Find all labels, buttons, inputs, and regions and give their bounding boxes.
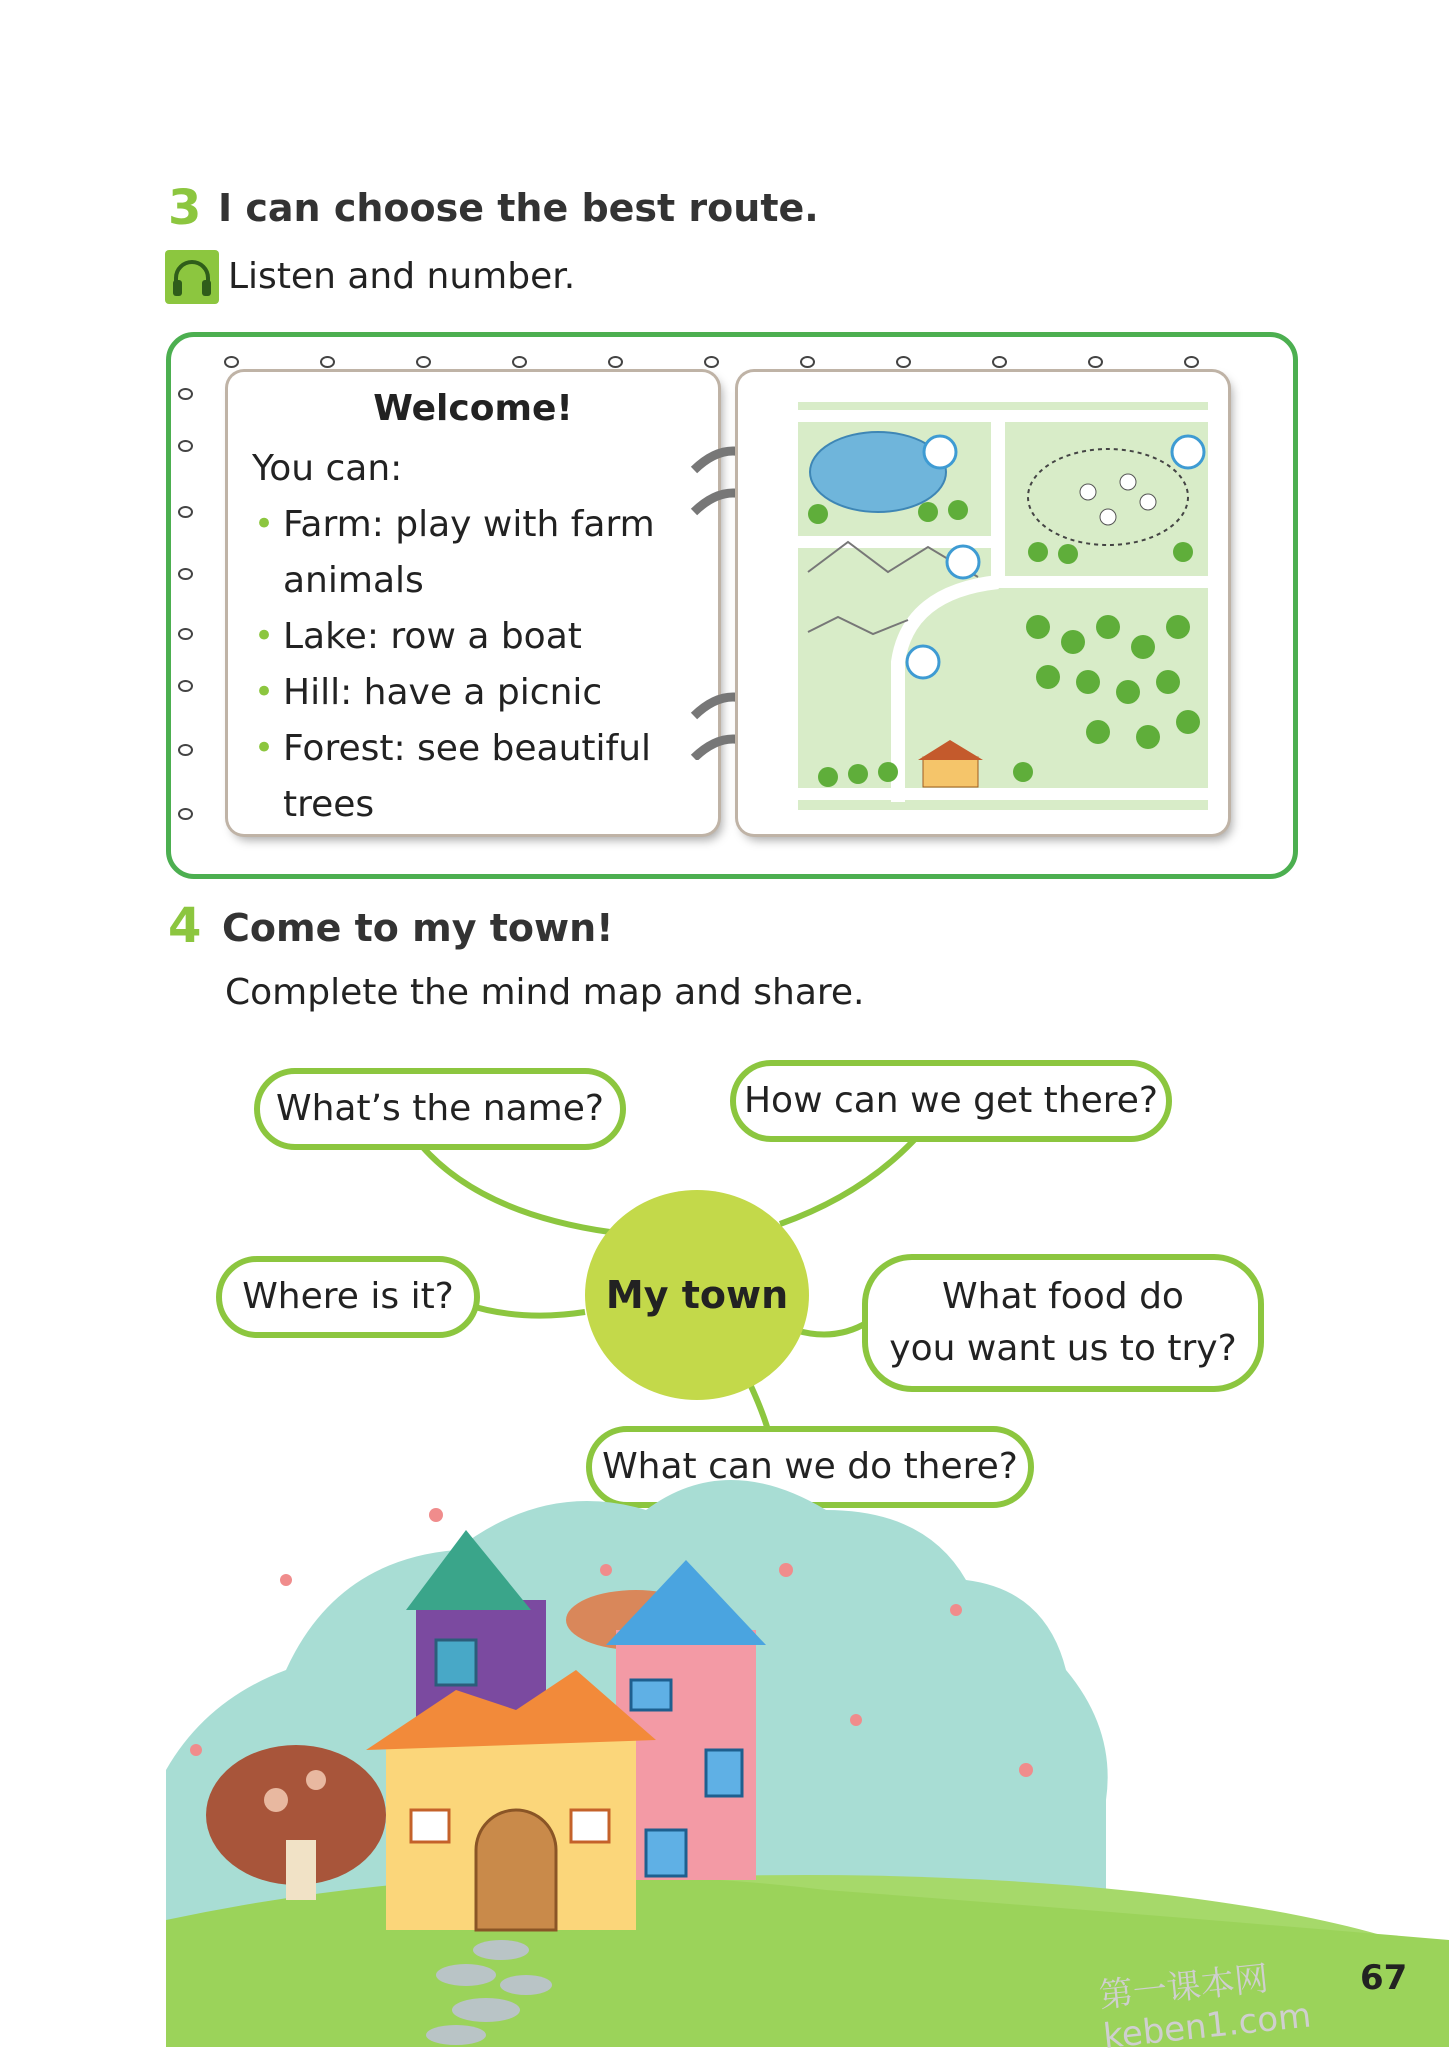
bullet-lake: • — [254, 616, 275, 656]
activity-hill: Hill: have a picnic — [283, 672, 603, 713]
card-intro: You can: — [252, 448, 403, 489]
food-line-1: What food do — [942, 1275, 1184, 1317]
section-3-number: 3 — [168, 180, 202, 236]
activity-farm: Farm: play with farm — [283, 504, 655, 545]
section-3-title: I can choose the best route. — [218, 186, 819, 230]
mindmap-node-name[interactable]: What’s the name? — [254, 1068, 626, 1150]
section-4-number: 4 — [168, 898, 202, 954]
activity-forest: Forest: see beautiful — [283, 728, 652, 769]
activity-forest-cont: trees — [283, 784, 375, 825]
mindmap-node-where[interactable]: Where is it? — [216, 1256, 480, 1338]
section-4-title: Come to my town! — [222, 906, 614, 950]
section-4-instruction: Complete the mind map and share. — [225, 972, 865, 1013]
page-number: 67 — [1360, 1958, 1408, 1998]
card-heading: Welcome! — [373, 388, 573, 429]
bullet-hill: • — [254, 672, 275, 712]
mindmap-node-food[interactable] — [862, 1254, 1264, 1392]
mindmap-node-activity[interactable]: What can we do there? — [586, 1426, 1034, 1508]
mindmap-center-node: My town — [585, 1190, 809, 1400]
activity-lake: Lake: row a boat — [283, 616, 582, 657]
section-3-instruction: Listen and number. — [228, 256, 576, 297]
food-line-2: you want us to try? — [889, 1328, 1237, 1369]
bullet-forest: • — [254, 728, 275, 768]
watermark: 第一课本网 keben1.com — [1097, 1958, 1313, 2057]
mindmap-node-route[interactable]: How can we get there? — [730, 1060, 1172, 1142]
bullet-farm: • — [254, 504, 275, 544]
activity-farm-cont: animals — [283, 560, 424, 601]
